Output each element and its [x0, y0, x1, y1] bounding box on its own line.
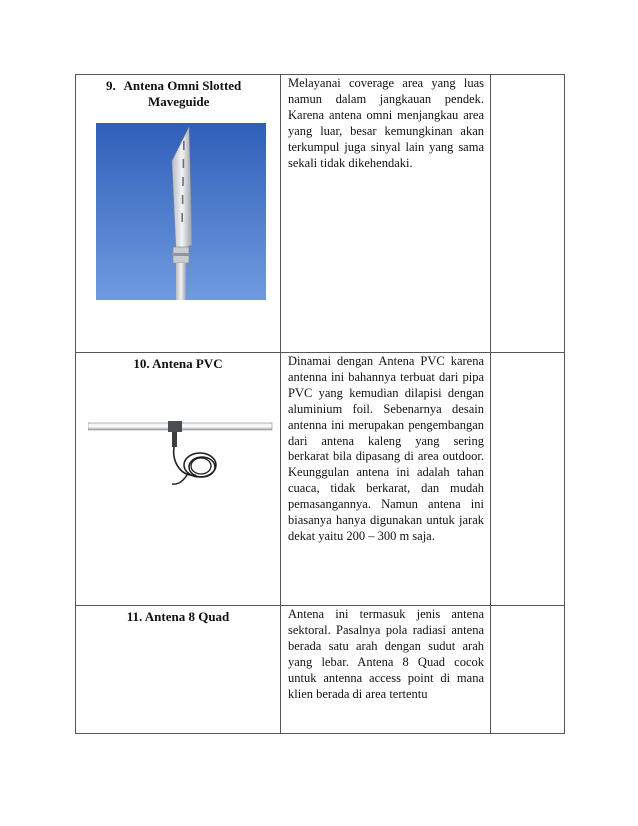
empty-cell: [491, 353, 565, 606]
empty-cell: [491, 606, 565, 734]
antenna-name: 10. Antena PVC: [133, 356, 223, 371]
name-cell: [76, 606, 281, 734]
table-row: [76, 353, 565, 606]
slotted-waveguide-antenna-photo: [96, 123, 266, 300]
name-cell: [76, 75, 281, 353]
antenna-name: 11. Antena 8 Quad: [126, 609, 230, 624]
pvc-antenna-photo: [88, 389, 274, 499]
description-cell: [281, 353, 491, 606]
antenna-table: [75, 74, 565, 734]
description-cell: [281, 606, 491, 734]
table-row: [76, 606, 565, 734]
name-cell: [76, 353, 281, 606]
antenna-description: Antena ini termasuk jenis antena sektoral. Pasalnya pola radiasi antena berada satu arah dengan sudut arah yang lebar. Antena 8 Quad cocok untuk antenna access point di mana klien berada di area tertentu: [288, 607, 484, 701]
antenna-name: [76, 75, 280, 110]
description-cell: [281, 75, 491, 353]
table-row: [76, 75, 565, 353]
antenna-description: Melayanai coverage area yang luas namun dalam jangkauan pendek. Karena antena omni menjangkau area yang luar, besar kemungkinan akan terkumpul juga sinyal lain yang sama sekali tidak dikehendaki.: [288, 76, 484, 170]
antenna-description: Dinamai dengan Antena PVC karena antenna ini bahannya terbuat dari pipa PVC yang kemudian dilapisi dengan aluminium foil. Sebenarnya desain antenna ini merupakan pengembangan dari antena kaleng yang sering berkarat bila dipasang di area outdoor. Keunggulan antena ini adalah tahan cuaca, tidak berkarat, dan mudah pemasangannya. Namun antena ini biasanya hanya digunakan untuk jarak dekat yaitu 200 – 300 m saja.: [288, 354, 484, 543]
antenna-name-line2: Maveguide: [148, 94, 210, 109]
row-number: 9.: [106, 78, 116, 93]
antenna-name-line1: Antena Omni Slotted: [123, 78, 242, 93]
empty-cell: [491, 75, 565, 353]
